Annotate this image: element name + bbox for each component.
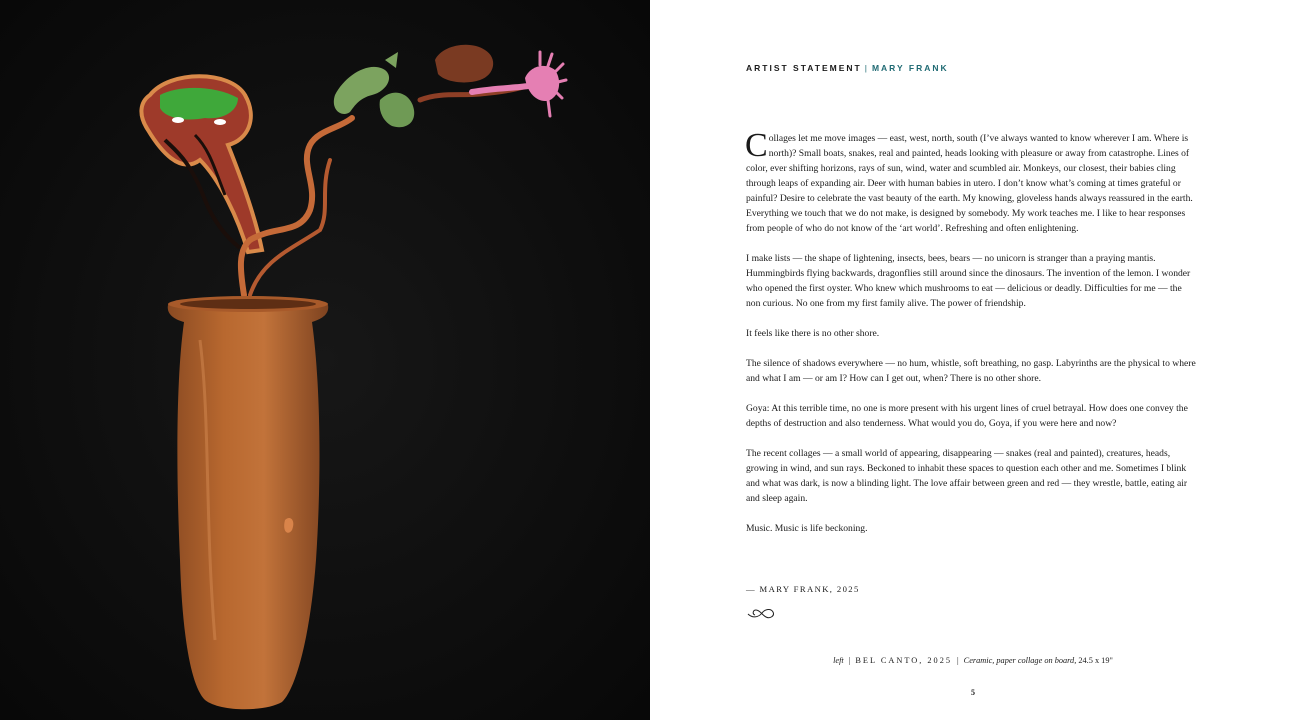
statement-paragraph: The silence of shadows everywhere — no hum, whistle, soft breathing, no gasp. Labyrinths are the physical to where and what I am — or am I? How can I get out, when? There is no other shore. <box>746 358 1196 384</box>
header-label: ARTIST STATEMENT <box>746 63 862 73</box>
statement-paragraph: Goya: At this terrible time, no one is more present with his urgent lines of cruel betrayal. How does one convey the depths of destruction and also tenderness. What would you do, Goya, if you were here and now? <box>746 403 1188 429</box>
caption-separator: | <box>957 656 959 665</box>
caption-dimensions: 24.5 x 19" <box>1078 656 1113 665</box>
caption-separator: | <box>848 656 851 665</box>
statement-paragraph: Collages let me move images — east, west, north, south (I’ve always wanted to know wherever I am. Where is north)? Small boats, snakes, real and painted, heads looking with pleasure or away from catastrophe. Lines of color, ever shifting horizons, rays of sun, wind, water and scumbled air. Monkeys, our closest, their babies cling through leaps of expanding air. Deer with human babies in utero. I don’t know what’s coming at times grateful or painful? Desire to celebrate the vast beauty of the earth. My knowing, gloveless hands always reassured in the earth. Everything we touch that we do not make, is designed by somebody. My work teaches me. I like to hear responses from people of who do not know of the ‘art world’. Refreshing and often enlightening. <box>745 127 1193 234</box>
signature: — MARY FRANK, 2025 <box>746 584 860 594</box>
statement-paragraph: Music. Music is life beckoning. <box>746 523 868 534</box>
caption-title: BEL CANTO, 2025 <box>855 656 952 665</box>
statement-paragraph: The recent collages — a small world of appearing, disappearing — snakes (real and painted), creatures, heads, growing in wind, and sun rays. Beckoned to inhabit these spaces to question each other and me. Sometimes I blink and what was dark, is now a blinding light. The love affair between green and red — they wrestle, battle, eating air and sleep again. <box>746 448 1188 504</box>
artwork-caption <box>650 656 1296 665</box>
statement-paragraph: I make lists — the shape of lightening, insects, bees, bears — no unicorn is stranger than a praying mantis. Hummingbirds flying backwards, dragonflies still around since the dinosaurs. The invention of the lemon. I wonder who opened the first oyster. Who knew which mushrooms to eat — delicious or deadly. Difficulties for me — the non curious. No one from my first family alive. The power of friendship. <box>746 253 1191 309</box>
running-header <box>746 63 949 73</box>
statement-page <box>650 0 1296 720</box>
header-artist: MARY FRANK <box>871 63 949 73</box>
statement-paragraph: It feels like there is no other shore. <box>746 328 880 339</box>
artist-statement <box>745 127 1196 551</box>
page-number: 5 <box>971 688 975 697</box>
caption-medium: Ceramic, paper collage on board, <box>963 656 1077 665</box>
header-separator: | <box>864 63 869 73</box>
drop-cap: C <box>745 127 768 164</box>
flourish-icon <box>746 606 776 620</box>
caption-position: left <box>833 656 844 665</box>
